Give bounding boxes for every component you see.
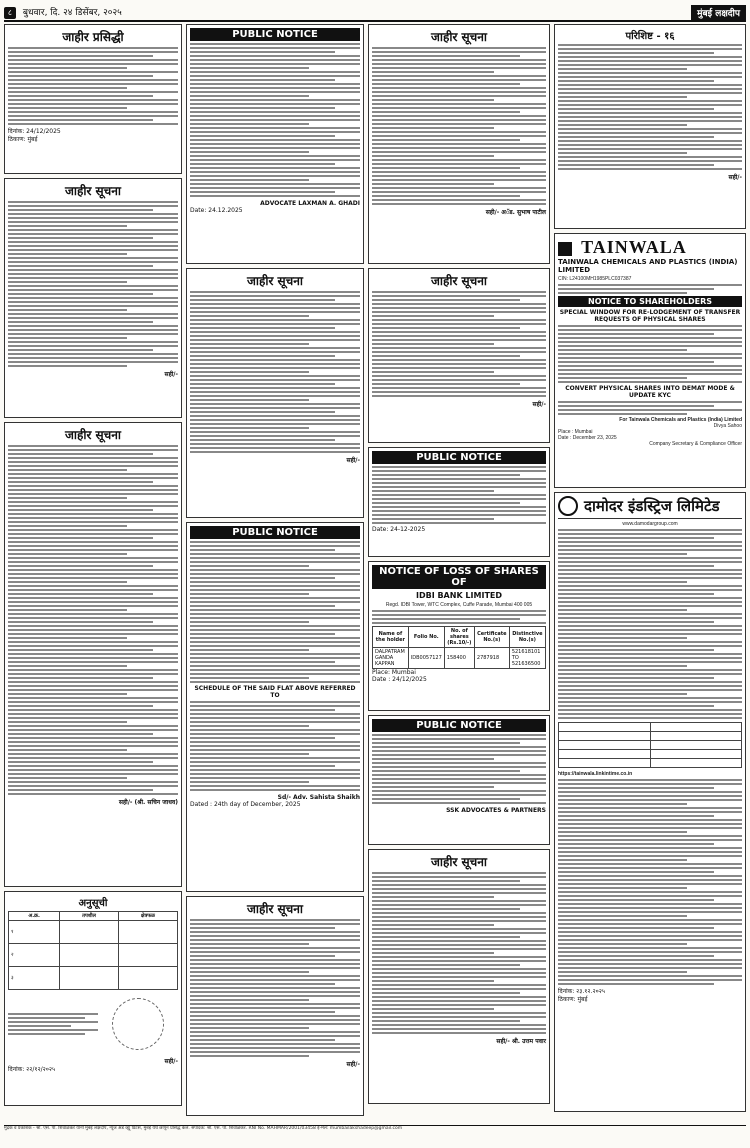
tainwala-body-2 [558, 401, 742, 415]
notice-public-en-1 [186, 24, 364, 264]
notice-signature: सही/- [346, 457, 360, 464]
table-row: २ [9, 944, 178, 967]
notice-title: जाहीर सूचना [246, 902, 304, 916]
tainwala-full-name: TAINWALA CHEMICALS AND PLASTICS (INDIA) LIMITED [558, 258, 738, 274]
column-1 [4, 24, 182, 1110]
tainwala-notice [554, 233, 746, 488]
table-row [559, 732, 742, 741]
tainwala-mark-icon [558, 242, 572, 256]
notice-signature: SSK ADVOCATES & PARTNERS [446, 807, 546, 814]
damodar-notice [554, 492, 746, 1112]
tainwala-cin: CIN: L24100MH1985PLC037387 [558, 276, 632, 282]
notice-body [190, 541, 360, 683]
notice-signature: सही/- [164, 371, 178, 378]
notice-title: PUBLIC NOTICE [190, 28, 360, 41]
damodar-website[interactable]: www.damodargroup.com [622, 521, 678, 527]
notice-public-2 [4, 422, 182, 887]
notice-public-2 [186, 268, 364, 518]
column-4 [554, 24, 746, 1116]
notice-title: जाहीर प्रसिद्धी [62, 30, 124, 44]
schedule-col-detail: तपशील [60, 912, 118, 921]
table-row [559, 759, 742, 768]
notice-body [372, 466, 546, 524]
schedule-body [190, 701, 360, 791]
notice-title: PUBLIC NOTICE [372, 451, 546, 464]
damodar-header [558, 496, 742, 519]
notice-body [372, 610, 546, 624]
notice-date: Dated : 24th day of December, 2025 [190, 801, 301, 808]
tainwala-banner-1: NOTICE TO SHAREHOLDERS [558, 296, 742, 307]
damodar-table [558, 722, 742, 768]
notice-title: NOTICE OF LOSS OF SHARES OF [372, 565, 546, 589]
table-row: ३ [9, 967, 178, 990]
notice-place: Place: Mumbai [372, 669, 416, 676]
column-2 [186, 24, 364, 1120]
notice-publicity [4, 24, 182, 174]
notice-body [372, 47, 546, 205]
schedule-table [8, 911, 178, 990]
notice-title: जाहीर सूचना [246, 274, 304, 288]
notice-date: Date: 24.12.2025 [190, 207, 243, 214]
tainwala-banner-2: SPECIAL WINDOW FOR RE-LODGEMENT OF TRANSFER REQUESTS OF PHYSICAL SHARES [559, 309, 741, 323]
tainwala-sign: Divya Sahoo [713, 423, 742, 429]
notice-date: दिनांक: 24/12/2025 [8, 128, 61, 135]
notice-body [190, 43, 360, 197]
notice-body [8, 445, 178, 795]
table-row: १ [9, 921, 178, 944]
table-row: DALPATRAM GANDA KAPPAN IDB0057127 158400 2787918 521618101 TO 521636500 [373, 648, 546, 669]
tainwala-address [558, 284, 742, 294]
notice-title: PUBLIC NOTICE [372, 719, 546, 732]
column-3 [368, 24, 550, 1108]
notice-signature: सही/- [728, 174, 742, 181]
notice-public-6 [368, 849, 550, 1104]
notice-body [372, 734, 546, 804]
notice-date: Date : 24/12/2025 [372, 676, 427, 683]
th-certificate: Certificate No.(s) [474, 627, 509, 648]
damodar-logo-icon [558, 496, 578, 516]
notice-body [190, 919, 360, 1057]
tainwala-place: Place : Mumbai [558, 429, 593, 435]
notice-signature: सही/- (श्री. सचिन जाधव) [118, 799, 178, 806]
table-row [559, 741, 742, 750]
tainwala-role: Company Secretary & Compliance Officer [649, 441, 742, 447]
notice-title: परिशिष्ट - १६ [625, 31, 675, 42]
notice-appendix [554, 24, 746, 229]
th-folio: Folio No. [408, 627, 444, 648]
th-shares: No. of shares (Rs.10/-) [444, 627, 474, 648]
notice-signature: ADVOCATE LAXMAN A. GHADI [260, 200, 360, 207]
issue-date: बुधवार, दि. २४ डिसेंबर, २०२५ [22, 8, 122, 19]
damodar-body-2 [558, 779, 742, 985]
damodar-body [558, 529, 742, 719]
notice-signature: सही/- श्री. उत्तम पवार [496, 1038, 546, 1045]
notice-schedule [4, 891, 182, 1106]
tainwala-body [558, 325, 742, 383]
imprint-footer: मुद्रक व प्रकाशक - श्री. एस. पी. शिवाळकर यांनी मुंबई लक्षदीप, न्यूज अँड व्ह्यू प्रिंटर्स, मुंबई येथे छापून प्रसिद्ध केले. संपादक: श्री. एस. पी. शिवाळकर. RNI No. MAHMAR/2001/03458 ई-मेल: mumbailakshadeep@gmail.com [4, 1125, 746, 1146]
notice-body [8, 47, 178, 125]
schedule-col-area: क्षेत्रफळ [118, 912, 177, 921]
damodar-name: दामोदर इंडस्ट्रिज लिमिटेड [584, 497, 720, 515]
notice-grid [4, 24, 746, 1120]
notice-public-1 [4, 178, 182, 418]
notice-signature: सही/- [532, 401, 546, 408]
notice-loss-of-shares [368, 561, 550, 711]
notice-title: जाहीर सूचना [430, 30, 488, 44]
masthead [4, 4, 746, 22]
officer-date: दिनांक: २२/१२/२०२५ [8, 1066, 56, 1073]
notice-public-4 [186, 896, 364, 1116]
damodar-place: ठिकाण: मुंबई [558, 996, 588, 1003]
notice-body [372, 872, 546, 1034]
notice-signature: सही/- [346, 1061, 360, 1068]
company-name: IDBI BANK LIMITED [415, 591, 503, 600]
th-holder: Name of the holder [373, 627, 409, 648]
shares-table [372, 626, 546, 669]
notice-title: जाहीर सूचना [64, 184, 122, 198]
page-number: ८ [4, 7, 16, 19]
schedule-title: अनुसूची [78, 898, 108, 909]
tainwala-logo: TAINWALA [558, 237, 742, 258]
officer-sign: सही/- [164, 1058, 178, 1065]
table-row [559, 723, 742, 732]
tainwala-banner-3: CONVERT PHYSICAL SHARES INTO DEMAT MODE & UPDATE KYC [565, 385, 735, 399]
notice-title: जाहीर सूचना [430, 855, 488, 869]
notice-public-2 [368, 268, 550, 443]
notice-body [190, 291, 360, 453]
notice-body [8, 201, 178, 367]
notice-public-en-2 [186, 522, 364, 892]
notice-public-1 [368, 24, 550, 264]
notice-title: PUBLIC NOTICE [190, 526, 360, 539]
tainwala-date: Date : December 23, 2025 [558, 435, 617, 441]
notice-signature: सही/- अॅड. सुभाष पाटील [485, 209, 546, 216]
notice-body [372, 291, 546, 397]
notice-date: Date: 24-12-2025 [372, 526, 426, 533]
office-stamp [112, 998, 164, 1050]
notice-title: जाहीर सूचना [64, 428, 122, 442]
damodar-link[interactable]: https://tainwala.linkintime.co.in [558, 771, 633, 777]
notice-body [558, 44, 742, 170]
notice-public-en-3 [368, 447, 550, 557]
company-address: Regd. IDBI Tower, WTC Complex, Cuffe Parade, Mumbai 400 005 [385, 602, 533, 608]
notice-title: जाहीर सूचना [430, 274, 488, 288]
schedule-heading: SCHEDULE OF THE SAID FLAT ABOVE REFERRED TO [194, 685, 356, 699]
th-distinctive: Distinctive No.(s) [509, 627, 545, 648]
tainwala-for: For Tainwala Chemicals and Plastics (India) Limited [619, 417, 742, 423]
office-seal-text [8, 1011, 98, 1037]
schedule-col-no: अ.क्र. [9, 912, 60, 921]
damodar-date: दिनांक: २३.१२.२०२५ [558, 988, 605, 995]
notice-public-en-5 [368, 715, 550, 845]
notice-signature: Sd/- Adv. Sahista Shaikh [277, 794, 360, 801]
notice-place: ठिकाण: मुंबई [8, 136, 38, 143]
edition-name: मुंबई लक्षदीप [691, 5, 746, 20]
table-row [559, 750, 742, 759]
